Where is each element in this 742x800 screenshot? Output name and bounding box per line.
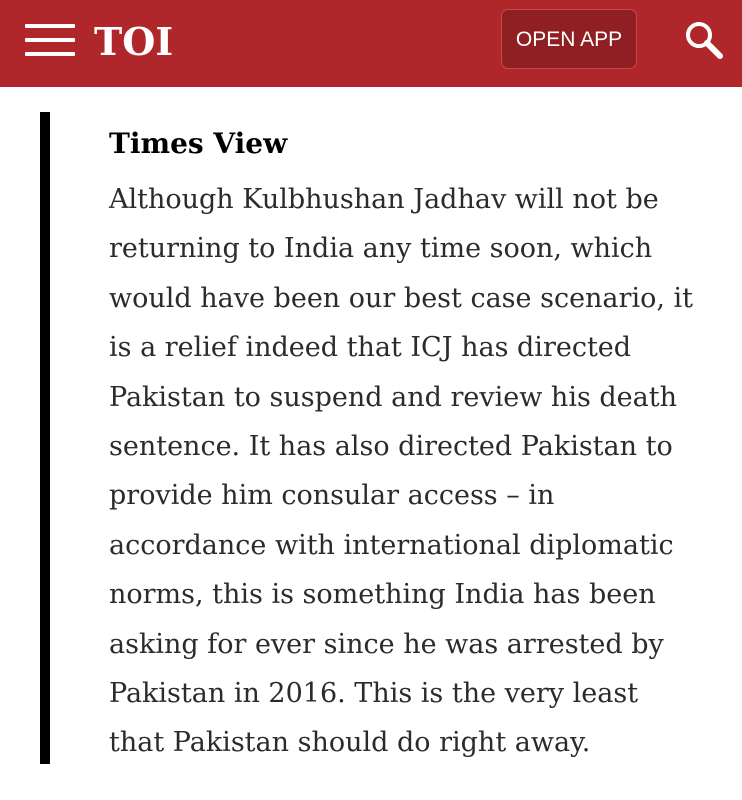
quote-bar bbox=[40, 112, 50, 764]
hamburger-menu-icon[interactable] bbox=[25, 24, 75, 56]
search-icon-graphic bbox=[682, 18, 726, 62]
search-icon[interactable] bbox=[682, 18, 726, 62]
times-view-block bbox=[40, 112, 720, 764]
times-view-body bbox=[109, 175, 709, 768]
body-line: is a relief indeed that ICJ has directed bbox=[109, 332, 632, 364]
body-line: that Pakistan should do right away. bbox=[109, 727, 591, 759]
body-line: returning to India any time soon, which bbox=[109, 233, 653, 265]
body-line: Pakistan in 2016. This is the very least bbox=[109, 678, 639, 710]
body-line: provide him consular access – in bbox=[109, 480, 555, 512]
body-line: norms, this is something India has been bbox=[109, 579, 656, 611]
menu-icon-line-bottom bbox=[25, 52, 75, 56]
body-line: Pakistan to suspend and review his death bbox=[109, 381, 677, 413]
body-line: Although Kulbhushan Jadhav will not be bbox=[109, 184, 659, 215]
body-line: asking for ever since he was arrested by bbox=[109, 628, 664, 660]
body-line: accordance with international diplomatic bbox=[109, 529, 674, 561]
menu-icon-line-middle bbox=[25, 38, 75, 42]
menu-icon-line-top bbox=[25, 24, 75, 28]
open-app-button[interactable]: OPEN APP bbox=[501, 9, 637, 69]
body-line: would have been our best case scenario, it bbox=[109, 282, 693, 314]
top-header-bar bbox=[0, 0, 742, 87]
times-view-title: Times View bbox=[109, 127, 288, 160]
toi-logo[interactable]: TOI bbox=[94, 19, 174, 64]
body-line: sentence. It has also directed Pakistan to bbox=[109, 431, 673, 463]
